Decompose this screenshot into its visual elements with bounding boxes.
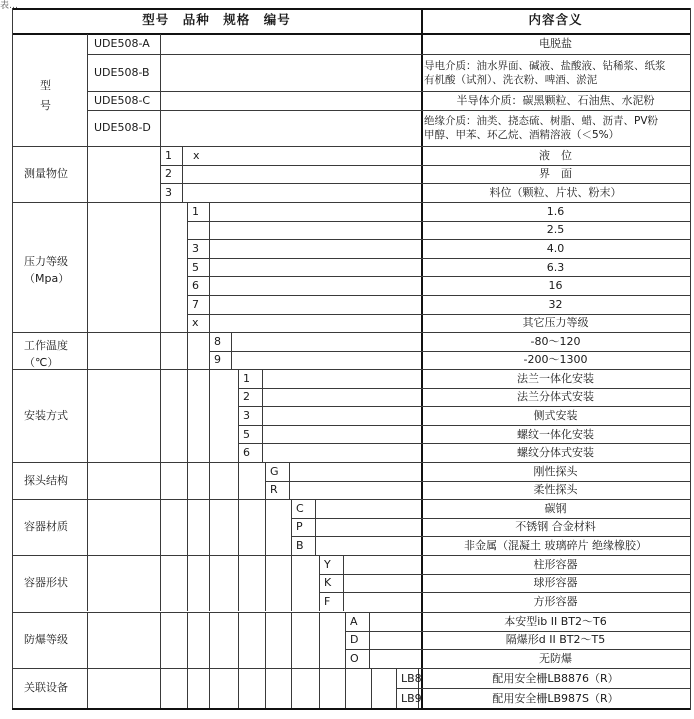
- section-label-material: 容器材质: [24, 519, 68, 533]
- grid-line: [160, 91, 161, 110]
- grid-line: [12, 8, 690, 10]
- grid-line: [160, 146, 161, 202]
- grid-line: [160, 165, 690, 166]
- grid-line: [187, 239, 690, 240]
- section-label-temperature: 工作温度 （℃）: [24, 338, 68, 369]
- install-code: 6: [243, 446, 250, 460]
- section-label-probe: 探头结构: [24, 473, 68, 487]
- section-label-pressure: 压力等级 （Mpa）: [24, 255, 70, 286]
- section-label-model: 型 号: [40, 79, 51, 112]
- grid-line: [12, 146, 690, 147]
- grid-line: [262, 369, 263, 462]
- grid-line: [238, 462, 239, 499]
- probe-meaning: 柔性探头: [533, 483, 578, 497]
- grid-line: [160, 183, 690, 184]
- material-code: P: [296, 520, 303, 534]
- pressure-meaning: 1.6: [546, 204, 565, 218]
- grid-line: [209, 369, 210, 462]
- grid-line: [265, 668, 266, 708]
- install-meaning: 螺纹一体化安装: [517, 427, 594, 441]
- grid-line: [12, 708, 690, 710]
- grid-line: [396, 688, 690, 689]
- model-code: UDE508-A: [94, 37, 150, 50]
- shape-meaning: 柱形容器: [533, 557, 578, 571]
- install-code: 3: [243, 409, 250, 422]
- grid-line: [12, 332, 690, 333]
- pressure-meaning: 4.0: [546, 242, 565, 255]
- grid-line: [187, 332, 188, 369]
- temperature-code: 8: [214, 334, 221, 348]
- section-label-shape: 容器形状: [24, 575, 68, 589]
- grid-line: [238, 612, 239, 668]
- pressure-code: 3: [192, 242, 199, 255]
- grid-line: [209, 612, 210, 668]
- grid-line: [87, 369, 88, 462]
- section-label-install: 安装方式: [24, 408, 68, 422]
- grid-line: [12, 202, 690, 203]
- grid-line: [265, 555, 266, 611]
- grid-line: [291, 518, 690, 519]
- grid-line: [187, 221, 690, 222]
- section-label-measure: 测量物位: [24, 166, 68, 180]
- grid-line: [87, 499, 88, 555]
- measure-code: 2: [165, 167, 172, 181]
- device-code: LB8: [401, 671, 422, 685]
- grid-line: [12, 369, 690, 370]
- grid-line: [345, 668, 346, 708]
- grid-line: [160, 332, 161, 369]
- model-meaning: 导电介质：油水界面、碱液、盐酸液、钻稀浆、纸浆 有机酸（试剂）、洗衣粉、啤酒、淤泥: [424, 59, 666, 86]
- pressure-code: 5: [192, 260, 199, 274]
- grid-line: [12, 33, 690, 35]
- install-code: 5: [243, 427, 250, 441]
- model-meaning: 半导体介质：碳黑颗粒、石油焦、水泥粉: [456, 93, 655, 107]
- shape-meaning: 方形容器: [533, 595, 578, 608]
- grid-line: [160, 555, 161, 611]
- grid-line: [187, 462, 188, 499]
- material-code: B: [296, 539, 304, 552]
- grid-line: [345, 631, 690, 632]
- header-model-title: 型号 品种 规格 编号: [142, 12, 291, 27]
- grid-line: [319, 574, 690, 575]
- grid-line: [160, 34, 161, 54]
- grid-line: [291, 668, 292, 708]
- grid-line: [87, 202, 88, 332]
- device-meaning: 配用安全栅LB8876（R）: [492, 671, 619, 685]
- pressure-meaning: 2.5: [546, 223, 565, 237]
- model-code: UDE508-C: [94, 93, 151, 107]
- grid-line: [345, 612, 346, 668]
- model-meaning: 电脱盐: [539, 37, 572, 50]
- explosion-meaning: 无防爆: [539, 652, 572, 665]
- grid-line: [291, 499, 292, 555]
- grid-line: [160, 462, 161, 499]
- grid-line: [87, 34, 88, 146]
- device-meaning: 配用安全栅LB987S（R）: [492, 691, 619, 705]
- grid-line: [238, 425, 690, 426]
- grid-line: [238, 406, 690, 407]
- grid-line: [12, 499, 690, 500]
- explosion-code: A: [350, 614, 358, 628]
- measure-ext-marker: x: [193, 148, 200, 162]
- explosion-code: D: [350, 633, 359, 647]
- grid-line: [238, 555, 239, 611]
- measure-code: 3: [165, 186, 172, 199]
- grid-line: [187, 314, 690, 315]
- corner-note: 表…: [0, 1, 19, 11]
- grid-line: [87, 462, 88, 499]
- grid-line: [160, 612, 161, 668]
- grid-line: [160, 499, 161, 555]
- probe-code: G: [270, 464, 279, 478]
- grid-line: [87, 668, 88, 708]
- grid-line: [238, 369, 239, 462]
- pressure-meaning: 6.3: [546, 260, 565, 274]
- grid-line: [187, 555, 188, 611]
- material-meaning: 不锈钢 合金材料: [515, 520, 596, 534]
- grid-line: [160, 202, 161, 332]
- grid-line: [160, 668, 161, 708]
- grid-line: [187, 499, 188, 555]
- grid-line: [315, 499, 316, 555]
- grid-line: [209, 555, 210, 611]
- grid-line: [319, 555, 320, 611]
- model-code: UDE508-B: [94, 65, 150, 79]
- grid-line: [12, 612, 690, 613]
- pressure-code: x: [192, 316, 199, 330]
- temperature-meaning: -80～120: [530, 334, 581, 348]
- grid-line: [265, 481, 690, 482]
- grid-line: [345, 649, 690, 650]
- material-meaning: 非金属（混凝土 玻璃碎片 绝缘橡胶）: [464, 539, 647, 552]
- section-label-device: 关联设备: [24, 681, 68, 694]
- grid-line: [209, 462, 210, 499]
- explosion-meaning: 隔爆形d II BT2～T5: [505, 633, 606, 647]
- grid-line: [343, 555, 344, 611]
- grid-line: [291, 536, 690, 537]
- grid-line: [12, 8, 13, 710]
- measure-meaning: 液 位: [539, 148, 572, 162]
- shape-code: Y: [324, 557, 331, 571]
- grid-line: [238, 499, 239, 555]
- grid-line: [209, 351, 690, 352]
- pressure-meaning: 16: [548, 279, 563, 293]
- probe-code: R: [270, 483, 278, 497]
- pressure-code: 7: [192, 297, 199, 311]
- header-content-title: 内容含义: [528, 12, 583, 27]
- probe-meaning: 刚性探头: [533, 464, 578, 478]
- measure-meaning: 界 面: [539, 167, 572, 181]
- grid-line: [319, 612, 320, 668]
- grid-line: [238, 668, 239, 708]
- pressure-code: 1: [192, 204, 199, 218]
- grid-line: [291, 555, 292, 611]
- explosion-code: O: [350, 652, 359, 665]
- grid-line: [319, 668, 320, 708]
- grid-line: [160, 369, 161, 462]
- grid-line: [238, 388, 690, 389]
- grid-line: [87, 146, 88, 202]
- grid-line: [187, 612, 188, 668]
- grid-line: [319, 592, 690, 593]
- grid-line: [87, 54, 690, 55]
- install-code: 2: [243, 390, 250, 404]
- shape-code: F: [324, 595, 331, 608]
- grid-line: [12, 555, 690, 556]
- measure-meaning: 料位（颗粒、片状、粉末）: [489, 186, 622, 199]
- shape-meaning: 球形容器: [533, 576, 578, 590]
- pressure-meaning: 32: [548, 297, 563, 311]
- grid-line: [187, 295, 690, 296]
- install-meaning: 螺纹分体式安装: [517, 446, 594, 460]
- grid-line: [187, 258, 690, 259]
- pressure-meaning: 其它压力等级: [522, 316, 589, 330]
- grid-line: [12, 462, 690, 463]
- grid-line: [182, 146, 183, 202]
- material-meaning: 碳钢: [544, 501, 567, 515]
- grid-line: [87, 110, 690, 111]
- explosion-meaning: 本安型ib II BT2～T6: [504, 614, 607, 628]
- grid-line: [12, 668, 690, 669]
- grid-line: [160, 110, 161, 146]
- section-label-explosion: 防爆等级: [24, 632, 68, 646]
- grid-line: [87, 91, 690, 92]
- grid-line: [187, 668, 188, 708]
- grid-line: [209, 499, 210, 555]
- temperature-meaning: -200～1300: [523, 353, 588, 367]
- install-code: 1: [243, 371, 250, 385]
- material-code: C: [296, 501, 304, 515]
- temperature-code: 9: [214, 353, 221, 367]
- grid-line: [209, 668, 210, 708]
- grid-line: [291, 612, 292, 668]
- pressure-code: 6: [192, 279, 199, 293]
- install-meaning: 侧式安装: [533, 409, 578, 422]
- grid-line: [265, 612, 266, 668]
- grid-line: [87, 612, 88, 668]
- model-code: UDE508-D: [94, 121, 151, 134]
- grid-line: [87, 555, 88, 611]
- grid-line: [187, 276, 690, 277]
- grid-line: [160, 54, 161, 91]
- install-meaning: 法兰分体式安装: [517, 390, 594, 404]
- model-meaning: 绝缘介质：油类、挠态硫、树脂、蜡、沥青、PV粉 甲醇、甲苯、环乙烷、酒精溶液（＜5%）: [424, 115, 659, 141]
- device-code: LB9: [401, 691, 422, 705]
- grid-line: [187, 369, 188, 462]
- measure-code: 1: [165, 148, 172, 162]
- shape-code: K: [324, 576, 332, 590]
- grid-line: [265, 499, 266, 555]
- grid-line: [238, 443, 690, 444]
- grid-line: [87, 332, 88, 369]
- install-meaning: 法兰一体化安装: [517, 371, 594, 385]
